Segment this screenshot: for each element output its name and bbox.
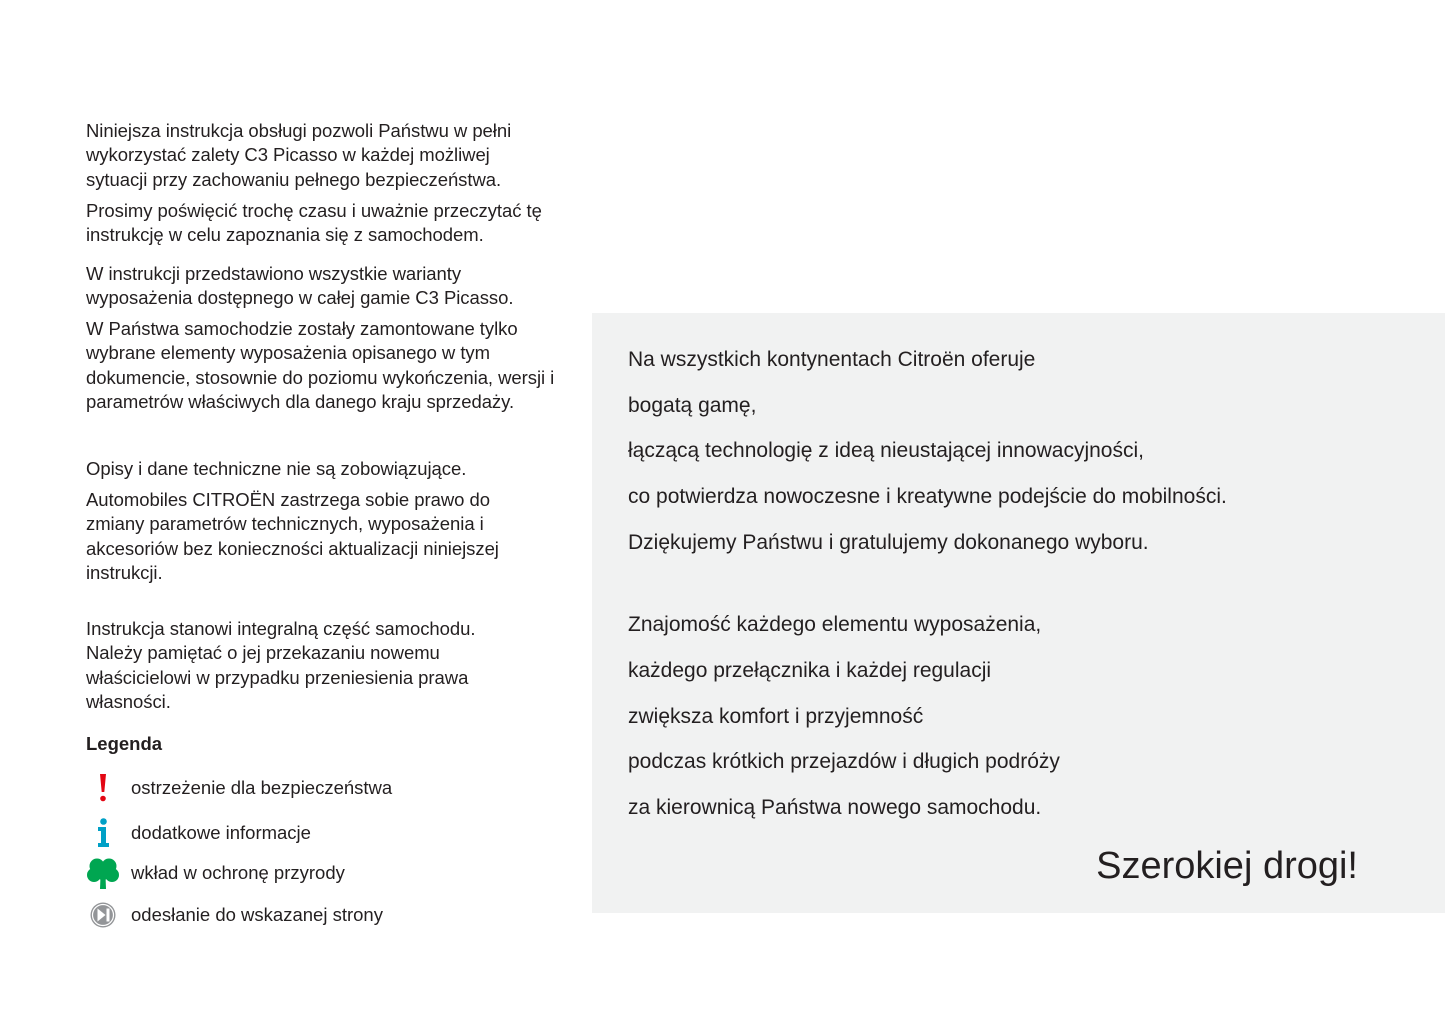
tree-icon bbox=[86, 856, 120, 890]
welcome-line: Dziękujemy Państwu i gratulujemy dokonanego wyboru. bbox=[628, 531, 1149, 554]
legend-label-environment: wkład w ochronę przyrody bbox=[131, 862, 345, 883]
legend-label-info: dodatkowe informacje bbox=[131, 822, 311, 843]
welcome-line: bogatą gamę, bbox=[628, 394, 757, 417]
intro-paragraph-6: Automobiles CITROËN zastrzega sobie prawo do zmiany parametrów technicznych, wyposażenia i akcesoriów bez konieczności aktualizacji niniejszej instrukcji. bbox=[86, 489, 499, 583]
exclamation-icon bbox=[86, 771, 120, 805]
welcome-line: co potwierdza nowoczesne i kreatywne podejście do mobilności. bbox=[628, 485, 1227, 508]
closing-greeting: Szerokiej drogi! bbox=[1096, 845, 1358, 887]
legend-title: Legenda bbox=[86, 733, 163, 754]
intro-paragraph-7: Instrukcja stanowi integralną część samochodu. Należy pamiętać o jej przekazaniu nowemu właścicielowi w przypadku przeniesienia prawa własności. bbox=[86, 618, 476, 712]
welcome-line: podczas krótkich przejazdów i długich podróży bbox=[628, 750, 1060, 773]
legend-label-warning: ostrzeżenie dla bezpieczeństwa bbox=[131, 777, 393, 798]
welcome-line: każdego przełącznika i każdej regulacji bbox=[628, 659, 992, 682]
welcome-line: zwiększa komfort i przyjemność bbox=[628, 705, 924, 728]
intro-paragraph-2: Prosimy poświęcić trochę czasu i uważnie przeczytać tę instrukcję w celu zapoznania się z samochodem. bbox=[86, 200, 542, 246]
welcome-line: Na wszystkich kontynentach Citroën oferuje bbox=[628, 348, 1036, 371]
intro-paragraph-5: Opisy i dane techniczne nie są zobowiązujące. bbox=[86, 458, 467, 479]
welcome-line: za kierownicą Państwa nowego samochodu. bbox=[628, 796, 1042, 819]
intro-paragraph-4: W Państwa samochodzie zostały zamontowane tylko wybrane elementy wyposażenia opisanego w tym dokumencie, stosownie do poziomu wykończenia, wersji i parametrów właściwych dla danego kraju sprzedaży. bbox=[86, 318, 555, 412]
intro-paragraph-3: W instrukcji przedstawiono wszystkie warianty wyposażenia dostępnego w całej gamie C3 Picasso. bbox=[86, 263, 514, 309]
welcome-panel bbox=[592, 313, 1445, 913]
legend-item-environment bbox=[86, 856, 345, 890]
welcome-line: Znajomość każdego elementu wyposażenia, bbox=[628, 613, 1042, 636]
legend-item-page-reference bbox=[86, 898, 383, 932]
legend-label-page-reference: odesłanie do wskazanej strony bbox=[131, 904, 383, 925]
info-icon bbox=[86, 816, 120, 850]
welcome-line: łączącą technologię z ideą nieustającej innowacyjności, bbox=[628, 439, 1144, 462]
page-reference-icon bbox=[86, 898, 120, 932]
legend-item-warning bbox=[86, 771, 393, 805]
intro-paragraph-1: Niniejsza instrukcja obsługi pozwoli Państwu w pełni wykorzystać zalety C3 Picasso w każdej możliwej sytuacji przy zachowaniu pełnego bezpieczeństwa. bbox=[86, 120, 512, 190]
legend-item-info bbox=[86, 816, 311, 850]
